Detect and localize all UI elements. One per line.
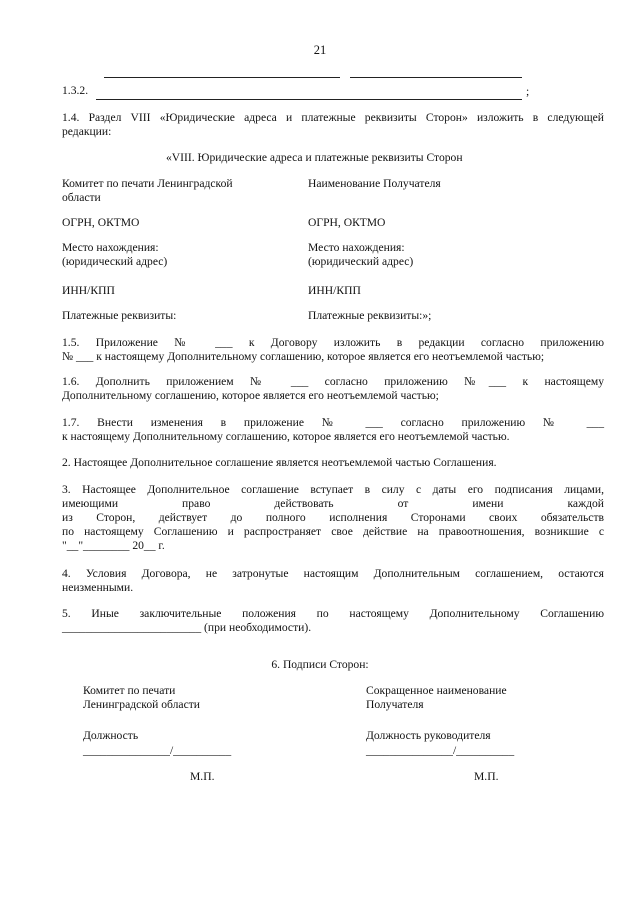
item-1-4 — [62, 111, 604, 139]
item-2: 2. Настоящее Дополнительное соглашение является неотъемлемой частью Соглашения. — [62, 456, 497, 469]
sign-right-org-line2: Получателя — [366, 698, 424, 711]
right-org: Наименование Получателя — [308, 177, 441, 190]
item-5-line2: ________________________ (при необходимости). — [62, 621, 312, 634]
right-ogrn: ОГРН, ОКТМО — [308, 216, 386, 229]
blank-line — [104, 77, 340, 78]
item-3-line3: из Сторон, действует до полного исполнения Сторонами своих обязательств — [62, 511, 604, 524]
sign-right-org-line1: Сокращенное наименование — [366, 684, 507, 697]
sign-left-signature-line: _______________/__________ — [83, 744, 232, 757]
item-1-7-line2: к настоящему Дополнительному соглашению, которое является его неотъемлемой частью. — [62, 430, 510, 443]
left-org-line1: Комитет по печати Ленинградской — [62, 177, 233, 190]
sign-right-position: Должность руководителя — [366, 729, 491, 742]
item-1-5 — [62, 336, 604, 364]
item-1-4-line1: 1.4. Раздел VIII «Юридические адреса и платежные реквизиты Сторон» изложить в следующей — [62, 111, 604, 124]
sign-left-org-line2: Ленинградской области — [83, 698, 200, 711]
left-ogrn: ОГРН, ОКТМО — [62, 216, 140, 229]
item-3-line1: 3. Настоящее Дополнительное соглашение вступает в силу с даты его подписания лицами, — [62, 483, 604, 496]
left-location — [62, 241, 272, 269]
item-3-line2: имеющими право действовать от имени каждой — [62, 497, 604, 510]
item-1-5-line1: 1.5. Приложение № ___ к Договору изложить в редакции согласно приложению — [62, 336, 604, 349]
item-4 — [62, 567, 604, 595]
item-3 — [62, 483, 604, 553]
recipient-left-org — [62, 177, 272, 205]
right-location-line2: (юридический адрес) — [308, 255, 414, 268]
sign-left-stamp: М.П. — [190, 770, 215, 783]
right-inn: ИНН/КПП — [308, 284, 361, 297]
item-1-6-line2: Дополнительному соглашению, которое является его неотъемлемой частью; — [62, 389, 439, 402]
sign-left-position: Должность — [83, 729, 139, 742]
item-1-3-2-label: 1.3.2. — [62, 84, 89, 97]
page-number: 21 — [313, 43, 327, 57]
right-location — [308, 241, 548, 269]
item-3-line4: по настоящему Соглашению и распространяет свое действие на правоотношения, возникшие с — [62, 525, 604, 538]
sign-right-org — [366, 684, 507, 712]
item-1-6 — [62, 375, 604, 403]
item-4-line1: 4. Условия Договора, не затронутые настоящим Дополнительным соглашением, остаются — [62, 567, 604, 580]
sign-right-signature-line: _______________/__________ — [366, 744, 515, 757]
left-org-line2: области — [62, 191, 101, 204]
sign-left-org-line1: Комитет по печати — [83, 684, 176, 697]
signatures-heading: 6. Подписи Сторон: — [271, 658, 369, 671]
item-1-3-2-end: ; — [526, 85, 530, 98]
left-location-line2: (юридический адрес) — [62, 255, 168, 268]
sign-right-stamp: М.П. — [474, 770, 499, 783]
item-4-line2: неизменными. — [62, 581, 134, 594]
right-location-line1: Место нахождения: — [308, 241, 405, 254]
blank-line — [350, 77, 522, 78]
section-viii-heading: «VIII. Юридические адреса и платежные реквизиты Сторон — [166, 151, 463, 164]
left-inn: ИНН/КПП — [62, 284, 115, 297]
item-1-7 — [62, 416, 604, 444]
item-1-4-line2: редакции: — [62, 125, 112, 138]
item-3-line5: "__"________ 20__ г. — [62, 539, 165, 552]
left-payment: Платежные реквизиты: — [62, 309, 177, 322]
blank-line — [96, 99, 522, 100]
item-5 — [62, 607, 604, 635]
item-1-5-line2: № ___ к настоящему Дополнительному соглашению, которое является его неотъемлемой частью; — [62, 350, 545, 363]
right-payment: Платежные реквизиты:»; — [308, 309, 432, 322]
item-5-line1: 5. Иные заключительные положения по настоящему Дополнительному Соглашению — [62, 607, 604, 620]
item-1-6-line1: 1.6. Дополнить приложением № ___ согласно приложению №___ к настоящему — [62, 375, 604, 388]
left-location-line1: Место нахождения: — [62, 241, 159, 254]
item-1-7-line1: 1.7. Внести изменения в приложение № ___ согласно приложению № ___ — [62, 416, 604, 429]
sign-left-org — [83, 684, 200, 712]
